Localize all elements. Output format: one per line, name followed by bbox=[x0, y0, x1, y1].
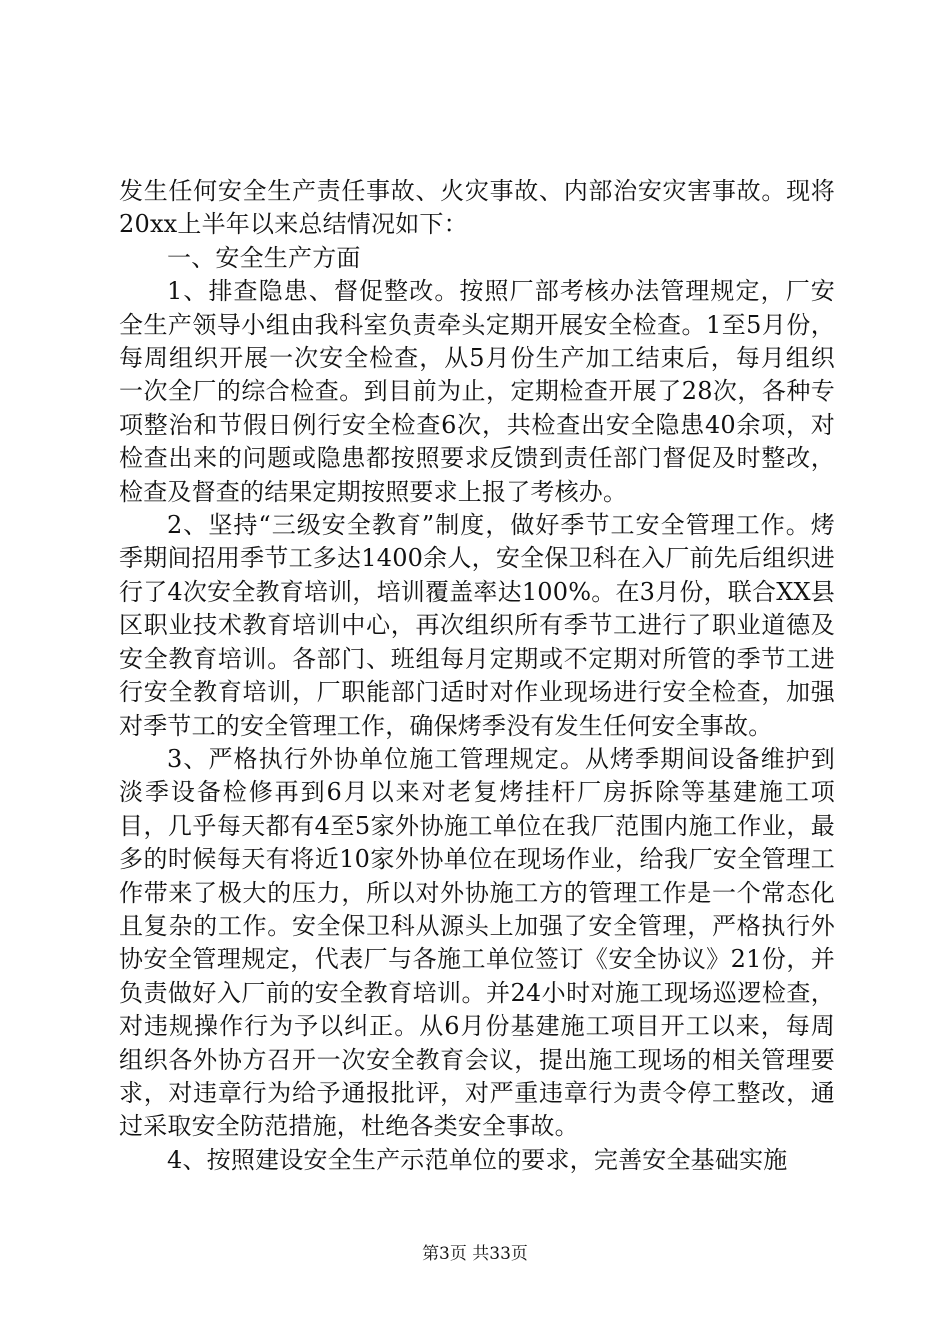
paragraph-item-1: 1、排查隐患、督促整改。按照厂部考核办法管理规定，厂安全生产领导小组由我科室负责牵头定期开展安全检查。1至5月份，每周组织开展一次安全检查，从5月份生产加工结束后，每月组织一次全厂的综合检查。到目前为止，定期检查开展了28次，各种专项整治和节假日例行安全检查6次，共检查出安全隐患40余项，对检查出来的问题或隐患都按照要求反馈到责任部门督促及时整改，检查及督查的结果定期按照要求上报了考核办。 bbox=[119, 277, 835, 506]
page-footer: 第3页 共33页 bbox=[422, 1244, 528, 1264]
paragraph-item-4: 4、按照建设安全生产示范单位的要求，完善安全基础实施 bbox=[167, 1145, 788, 1174]
paragraph-item-2: 2、坚持“三级安全教育”制度，做好季节工安全管理工作。烤季期间招用季节工多达1400余人，安全保卫科在入厂前先后组织进行了4次安全教育培训，培训覆盖率达100%。在3月份，联合XX县区职业技术教育培训中心，再次组织所有季节工进行了职业道德及安全教育培训。各部门、班组每月定期或不定期对所管的季节工进行安全教育培训，厂职能部门适时对作业现场进行安全检查，加强对季节工的安全管理工作，确保烤季没有发生任何安全事故。 bbox=[119, 511, 835, 740]
paragraph-item-3: 3、严格执行外协单位施工管理规定。从烤季期间设备维护到淡季设备检修再到6月以来对老复烤挂杆厂房拆除等基建施工项目，几乎每天都有4至5家外协施工单位在我厂范围内施工作业，最多的时候每天有将近10家外协单位在现场作业，给我厂安全管理工作带来了极大的压力，所以对外协施工方的管理工作是一个常态化且复杂的工作。安全保卫科从源头上加强了安全管理，严格执行外协安全管理规定，代表厂与各施工单位签订《安全协议》21份，并负责做好入厂前的安全教育培训。并24小时对施工现场巡逻检查，对违规操作行为予以纠正。从6月份基建施工项目开工以来，每周组织各外协方召开一次安全教育会议，提出施工现场的相关管理要求，对违章行为给予通报批评，对严重违章行为责令停工整改，通过采取安全防范措施，杜绝各类安全事故。 bbox=[119, 744, 835, 1141]
section-heading-safety: 一、安全生产方面 bbox=[167, 243, 361, 272]
document-body bbox=[119, 175, 835, 1177]
paragraph-intro: 发生任何安全生产责任事故、火灾事故、内部治安灾害事故。现将20xx上半年以来总结情况如下： bbox=[119, 177, 835, 239]
